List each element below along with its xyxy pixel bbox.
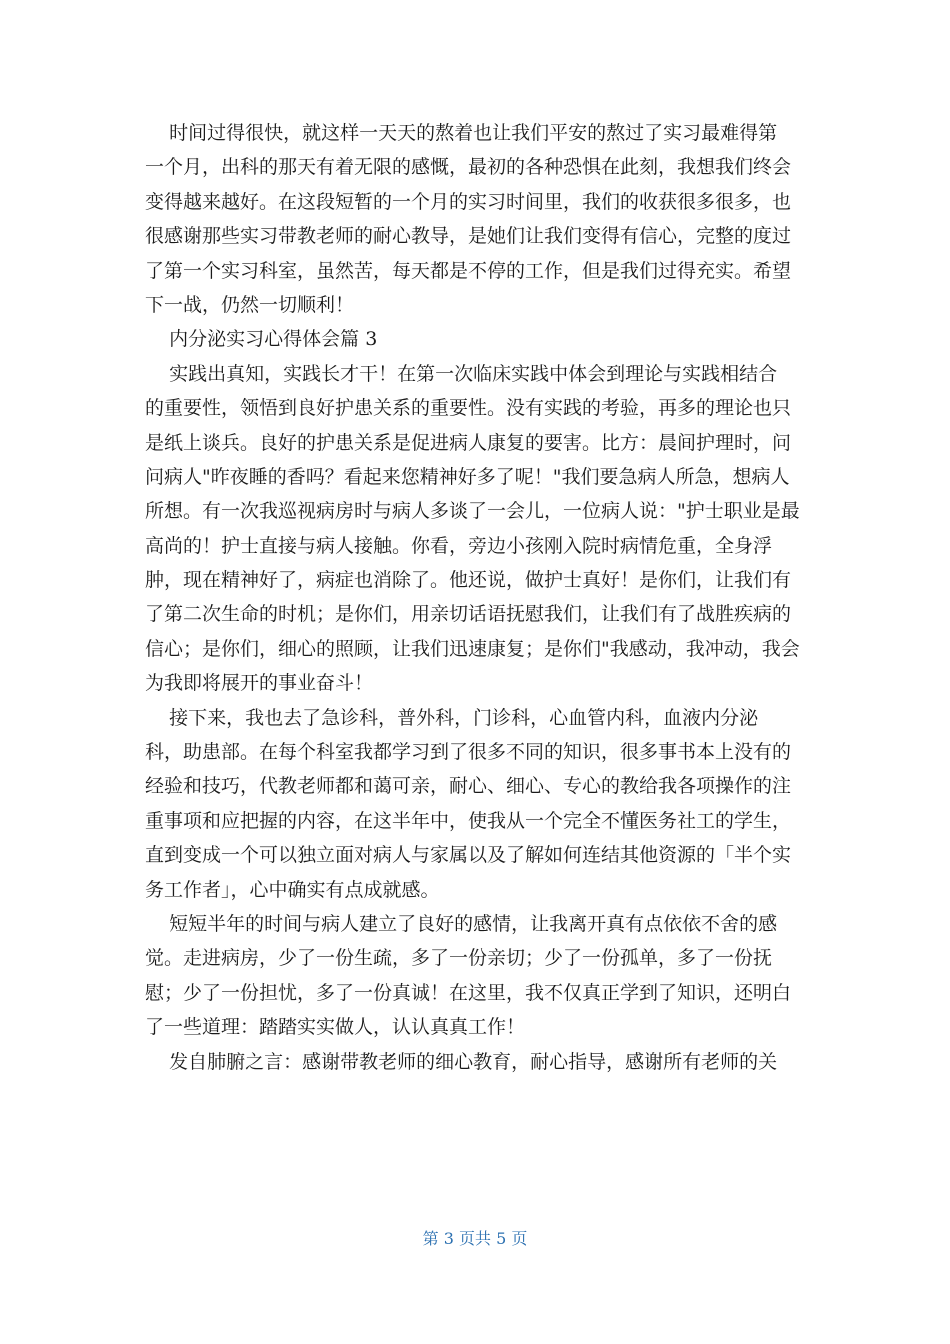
- text-line: 所想。有一次我巡视病房时与病人多谈了一会儿，一位病人说："护士职业是最: [145, 500, 800, 523]
- text-line: 经验和技巧，代教老师都和蔼可亲，耐心、细心、专心的教给我各项操作的注: [145, 775, 792, 798]
- text-line: 慰；少了一份担忧，多了一份真诚！在这里，我不仅真正学到了知识，还明白: [145, 981, 792, 1004]
- page-number-footer: 第 3 页共 5 页: [422, 1229, 528, 1248]
- text-line: 了第一个实习科室，虽然苦，每天都是不停的工作，但是我们过得充实。希望: [145, 259, 792, 282]
- text-line: 直到变成一个可以独立面对病人与家属以及了解如何连结其他资源的「半个实: [145, 844, 792, 867]
- text-line: 变得越来越好。在这段短暂的一个月的实习时间里，我们的收获很多很多，也: [145, 190, 792, 213]
- text-line: 了第二次生命的时机；是你们，用亲切话语抚慰我们，让我们有了战胜疾病的: [145, 603, 792, 626]
- text-line: 觉。走进病房，少了一份生疏，多了一份亲切；少了一份孤单，多了一份抚: [145, 947, 773, 970]
- text-line: 短短半年的时间与病人建立了良好的感情，让我离开真有点依依不舍的感: [145, 912, 778, 935]
- text-line: 务工作者」，心中确实有点成就感。: [145, 878, 440, 901]
- text-line: 发自肺腑之言：感谢带教老师的细心教育，耐心指导，感谢所有老师的关: [145, 1050, 778, 1073]
- text-line: 信心；是你们，细心的照顾，让我们迅速康复；是你们"我感动，我冲动，我会: [145, 637, 800, 660]
- text-line: 时间过得很快，就这样一天天的熬着也让我们平安的熬过了实习最难得第: [145, 122, 778, 144]
- text-line: 重事项和应把握的内容，在这半年中，使我从一个完全不懂医务社工的学生，: [145, 809, 792, 832]
- text-line: 肿，现在精神好了，病症也消除了。他还说，做护士真好！是你们，让我们有: [145, 569, 792, 592]
- text-line: 为我即将展开的事业奋斗！: [145, 672, 374, 695]
- text-line: 了一些道理：踏踏实实做人，认认真真工作！: [145, 1016, 526, 1039]
- section-heading: 内分泌实习心得体会篇 3: [145, 328, 378, 351]
- text-line: 一个月，出科的那天有着无限的感慨，最初的各种恐惧在此刻，我想我们终会: [145, 156, 792, 179]
- document-body: [145, 116, 810, 1079]
- text-line: 下一战，仍然一切顺利！: [145, 293, 355, 316]
- text-line: 接下来，我也去了急诊科，普外科，门诊科，心血管内科，血液内分泌: [145, 706, 759, 729]
- text-line: 实践出真知，实践长才干！在第一次临床实践中体会到理论与实践相结合: [145, 362, 778, 385]
- text-line: 是纸上谈兵。良好的护患关系是促进病人康复的要害。比方：晨间护理时，问: [145, 431, 792, 454]
- text-line: 问病人"昨夜睡的香吗？看起来您精神好多了呢！"我们要急病人所急，想病人: [145, 465, 790, 488]
- text-line: 科，助患部。在每个科室我都学习到了很多不同的知识，很多事书本上没有的: [145, 741, 792, 764]
- text-line: 高尚的！护士直接与病人接触。你看，旁边小孩刚入院时病情危重，全身浮: [145, 534, 773, 557]
- text-line: 很感谢那些实习带教老师的耐心教导，是她们让我们变得有信心，完整的度过: [145, 225, 792, 248]
- text-line: 的重要性，领悟到良好护患关系的重要性。没有实践的考验，再多的理论也只: [145, 397, 792, 420]
